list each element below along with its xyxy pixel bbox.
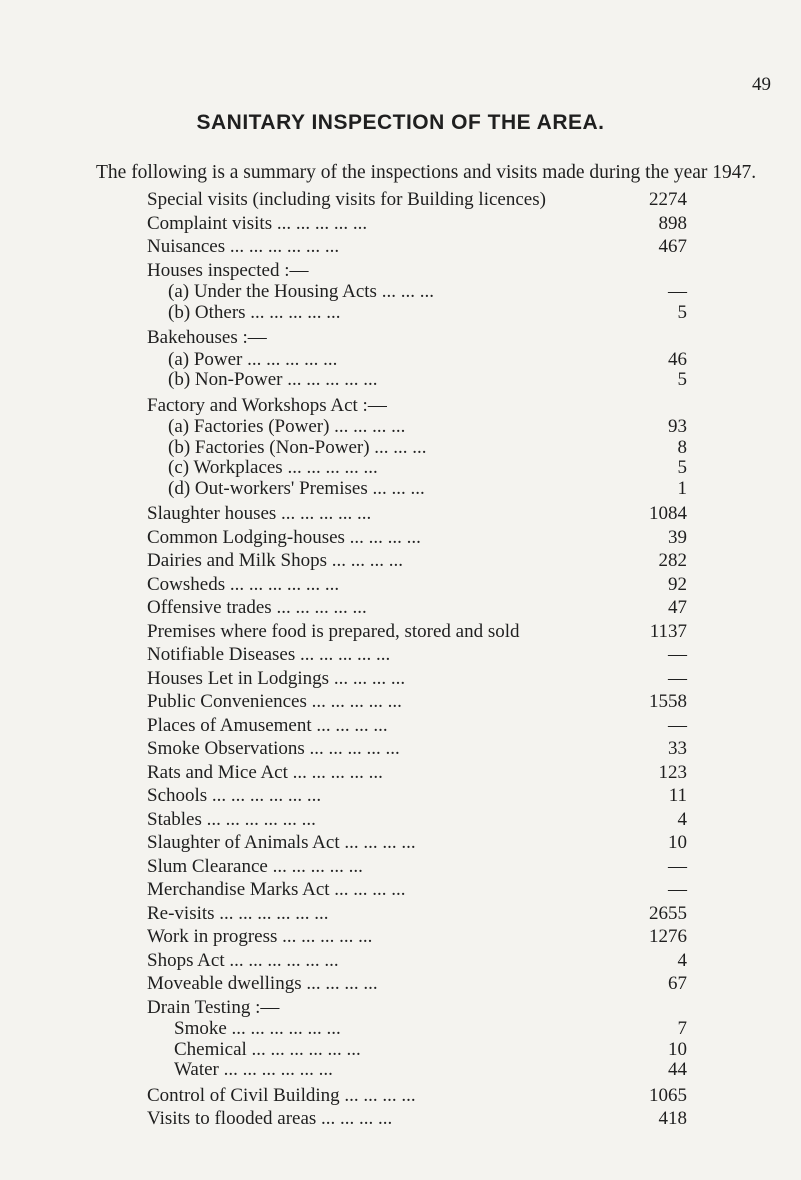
item-label: Places of Amusement ... ... ... ... xyxy=(147,714,388,736)
page-number: 49 xyxy=(752,74,771,95)
item-value: 4 xyxy=(677,949,687,971)
item-label: Chemical ... ... ... ... ... ... xyxy=(174,1038,361,1060)
item-label: Special visits (including visits for Building licences) xyxy=(147,189,546,210)
item-label: Factory and Workshops Act :— xyxy=(147,394,387,416)
list-item xyxy=(147,855,687,879)
item-value: 1276 xyxy=(649,926,687,947)
item-label: Common Lodging-houses ... ... ... ... xyxy=(147,526,421,548)
item-label: Cowsheds ... ... ... ... ... ... xyxy=(147,573,340,595)
list-item xyxy=(147,1019,687,1040)
item-value: 8 xyxy=(677,436,687,458)
item-value: 5 xyxy=(677,457,687,478)
item-label: Notifiable Diseases ... ... ... ... ... xyxy=(147,644,391,665)
item-value: 67 xyxy=(668,973,687,994)
item-label: (a) Factories (Power) ... ... ... ... xyxy=(168,416,406,437)
item-value: 10 xyxy=(668,1038,687,1060)
list-item xyxy=(147,667,687,691)
item-value: 1065 xyxy=(649,1084,687,1106)
item-value: 1 xyxy=(677,477,687,499)
item-label: Offensive trades ... ... ... ... ... xyxy=(147,597,367,618)
item-label: (b) Others ... ... ... ... ... xyxy=(168,301,341,323)
item-value: — xyxy=(668,281,687,302)
item-value: 92 xyxy=(668,573,687,595)
list-item xyxy=(147,1107,687,1131)
item-value: 418 xyxy=(658,1108,687,1129)
list-item xyxy=(147,502,687,526)
list-item xyxy=(147,573,687,597)
list-item xyxy=(147,549,687,573)
list-item xyxy=(147,714,687,738)
item-label: Slaughter of Animals Act ... ... ... ... xyxy=(147,832,416,853)
list-item xyxy=(147,188,687,212)
list-item xyxy=(147,949,687,973)
item-value: 11 xyxy=(668,785,687,806)
list-item xyxy=(147,620,687,644)
list-item xyxy=(147,526,687,550)
section-heading xyxy=(147,394,687,418)
list-item xyxy=(147,438,687,459)
item-label: (a) Under the Housing Acts ... ... ... xyxy=(168,281,434,302)
item-value: — xyxy=(668,714,687,736)
item-label: Re-visits ... ... ... ... ... ... xyxy=(147,902,329,924)
list-item xyxy=(147,479,687,500)
item-label: Shops Act ... ... ... ... ... ... xyxy=(147,949,339,971)
item-value: 93 xyxy=(668,416,687,437)
list-item xyxy=(147,303,687,324)
item-value: 467 xyxy=(658,236,687,257)
item-value: 46 xyxy=(668,348,687,370)
item-value: 10 xyxy=(668,832,687,853)
item-value: 4 xyxy=(677,808,687,830)
list-item xyxy=(147,282,687,303)
item-label: Public Conveniences ... ... ... ... ... xyxy=(147,691,402,712)
item-value: 2655 xyxy=(649,902,687,924)
item-label: (b) Non-Power ... ... ... ... ... xyxy=(168,369,378,390)
intro-paragraph: The following is a summary of the inspections and visits made during the year 1947. xyxy=(96,162,757,183)
item-value: 282 xyxy=(658,550,687,571)
item-label: Work in progress ... ... ... ... ... xyxy=(147,926,373,947)
list-item xyxy=(147,1040,687,1061)
list-item xyxy=(147,878,687,902)
item-value: 1558 xyxy=(649,691,687,712)
item-label: Smoke ... ... ... ... ... ... xyxy=(174,1018,341,1039)
list-item xyxy=(147,831,687,855)
item-label: Nuisances ... ... ... ... ... ... xyxy=(147,236,340,257)
list-item xyxy=(147,737,687,761)
item-value: 2274 xyxy=(649,189,687,210)
item-label: Drain Testing :— xyxy=(147,996,280,1018)
item-label: Bakehouses :— xyxy=(147,327,267,348)
item-value: 39 xyxy=(668,526,687,548)
item-value: 123 xyxy=(658,761,687,783)
item-value: 33 xyxy=(668,738,687,759)
list-item xyxy=(147,761,687,785)
list-item xyxy=(147,596,687,620)
list-item xyxy=(147,235,687,259)
item-label: Premises where food is prepared, stored and sold xyxy=(147,620,520,642)
item-label: Control of Civil Building ... ... ... ... xyxy=(147,1084,416,1106)
item-value: 44 xyxy=(668,1059,687,1080)
item-value: 5 xyxy=(677,301,687,323)
list-item xyxy=(147,1084,687,1108)
item-value: 7 xyxy=(677,1018,687,1039)
item-label: Moveable dwellings ... ... ... ... xyxy=(147,973,378,994)
item-value: — xyxy=(668,855,687,877)
item-label: Dairies and Milk Shops ... ... ... ... xyxy=(147,550,403,571)
section-heading xyxy=(147,259,687,283)
item-label: Merchandise Marks Act ... ... ... ... xyxy=(147,879,406,900)
list-item xyxy=(147,784,687,808)
section-heading xyxy=(147,996,687,1020)
item-label: Slum Clearance ... ... ... ... ... xyxy=(147,855,363,877)
item-value: — xyxy=(668,667,687,689)
list-item xyxy=(147,370,687,391)
list-item xyxy=(147,902,687,926)
item-value: 5 xyxy=(677,369,687,390)
item-label: Schools ... ... ... ... ... ... xyxy=(147,785,322,806)
list-item xyxy=(147,972,687,996)
item-value: — xyxy=(668,879,687,900)
item-value: 1084 xyxy=(649,503,687,524)
list-item xyxy=(147,925,687,949)
item-label: Water ... ... ... ... ... ... xyxy=(174,1059,333,1080)
item-value: 47 xyxy=(668,597,687,618)
list-item xyxy=(147,350,687,371)
list-item xyxy=(147,212,687,236)
item-value: — xyxy=(668,644,687,665)
section-heading xyxy=(147,326,687,350)
list-item xyxy=(147,417,687,438)
item-label: Houses Let in Lodgings ... ... ... ... xyxy=(147,667,406,689)
list-item xyxy=(147,458,687,479)
item-label: Visits to flooded areas ... ... ... ... xyxy=(147,1108,393,1129)
item-label: (a) Power ... ... ... ... ... xyxy=(168,348,338,370)
item-label: (d) Out-workers' Premises ... ... ... xyxy=(168,477,425,499)
item-label: Rats and Mice Act ... ... ... ... ... xyxy=(147,761,383,783)
item-label: Stables ... ... ... ... ... ... xyxy=(147,808,316,830)
item-value: 898 xyxy=(658,212,687,234)
item-label: (c) Workplaces ... ... ... ... ... xyxy=(168,457,378,478)
item-label: Smoke Observations ... ... ... ... ... xyxy=(147,738,400,759)
list-item xyxy=(147,690,687,714)
item-label: Complaint visits ... ... ... ... ... xyxy=(147,212,368,234)
inspection-summary-list xyxy=(147,188,687,1131)
list-item xyxy=(147,1060,687,1081)
item-label: Houses inspected :— xyxy=(147,259,309,281)
page-title: SANITARY INSPECTION OF THE AREA. xyxy=(196,111,605,134)
item-value: 1137 xyxy=(649,620,687,642)
item-label: Slaughter houses ... ... ... ... ... xyxy=(147,503,372,524)
list-item xyxy=(147,643,687,667)
list-item xyxy=(147,808,687,832)
item-label: (b) Factories (Non-Power) ... ... ... xyxy=(168,436,427,458)
